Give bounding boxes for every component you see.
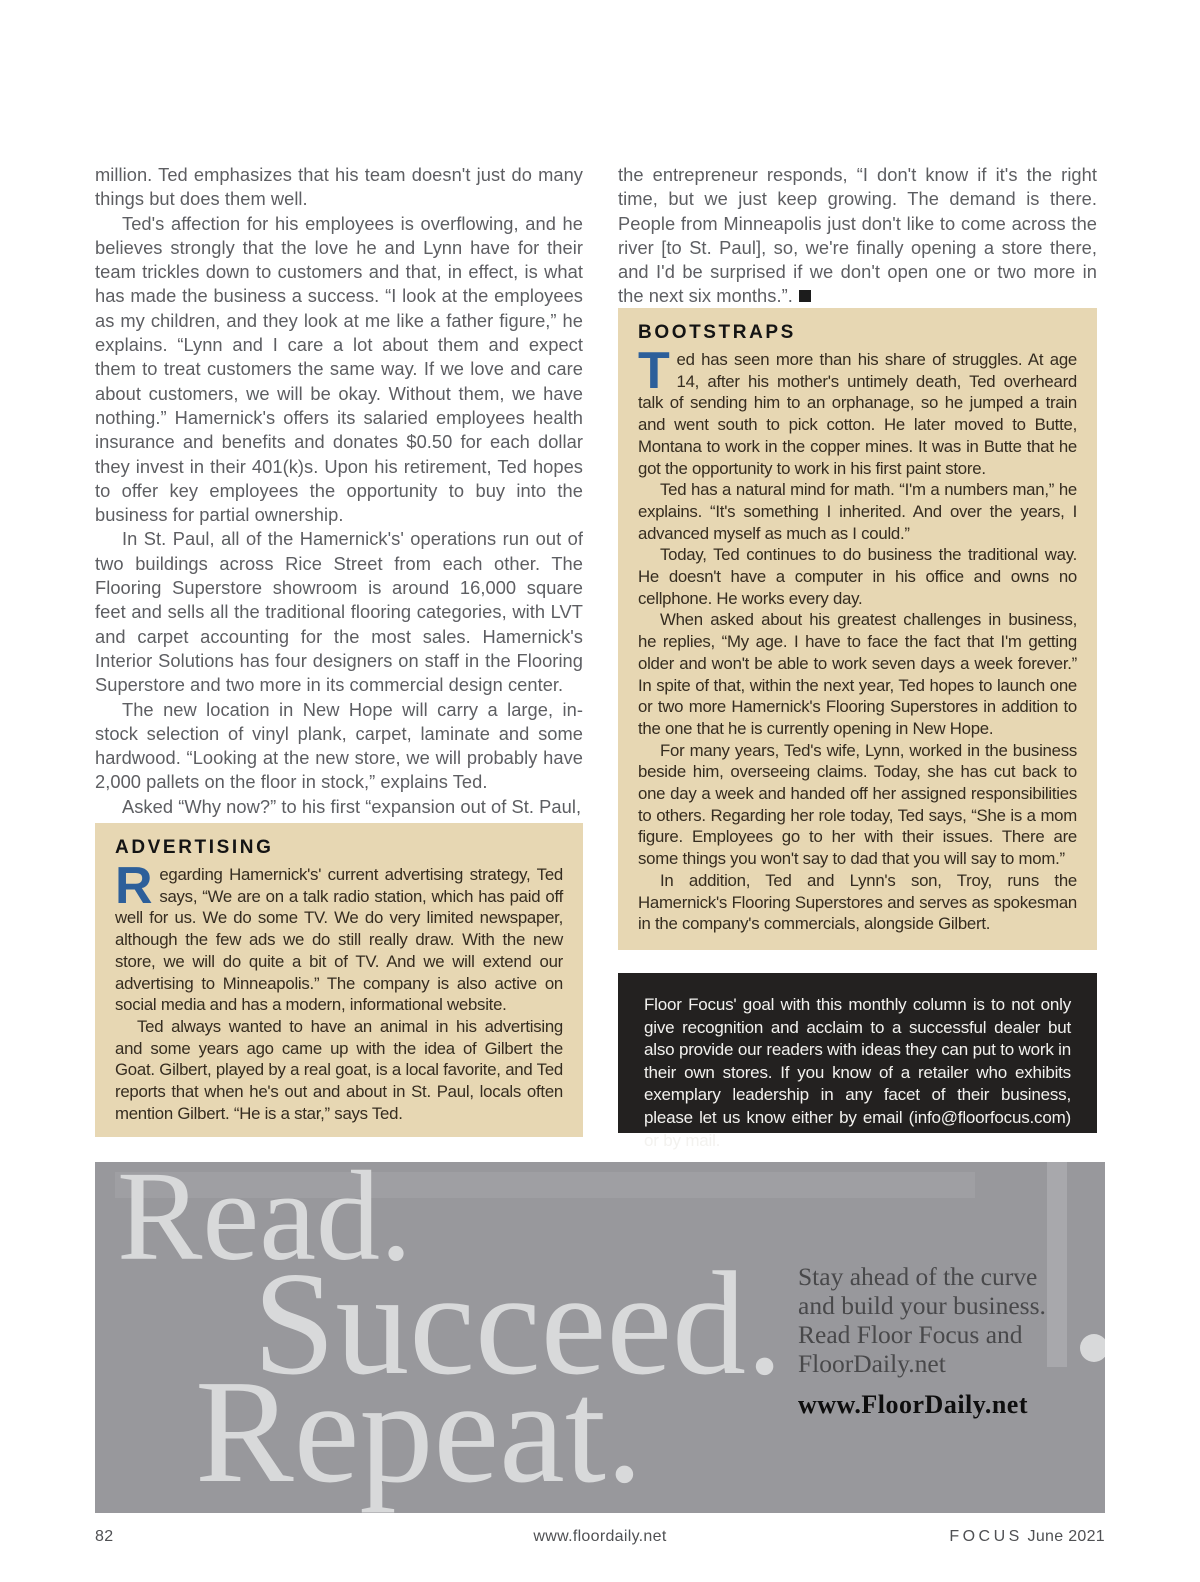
- ad-word-succeed: Succeed.: [253, 1242, 784, 1406]
- article-paragraph: [618, 163, 1097, 309]
- bootstraps-text: ed has seen more than his share of struggles. At age 14, after his mother's untimely death, Ted overheard talk of sending him to an orphanage, so he jumped a train and went south to pick cotton. He later moved to Butte, Montana to work in the copper mines. It was in Butte that he got the opportunity to work in his first paint store.: [638, 350, 1077, 478]
- article-paragraph: Ted's affection for his employees is overflowing, and he believes strongly that the love he and Lynn have for their team trickles down to customers and that, in effect, is what has made the business a success. “I look at the employees as my children, and they look at me like a father figure,” he explains. “Lynn and I care a lot about them and expect them to treat customers the same way. If we love and care about customers, we will be okay. Without them, we have nothing.” Hamernick's offers its salaried employees health insurance and benefits and donates $0.50 for each dollar they invest in their 401(k)s. Upon his retirement, Ted hopes to offer key employees the opportunity to buy into the business for partial ownership.: [95, 212, 583, 526]
- article-lead-text: the entrepreneur responds, “I don't know if it's the right time, but we just keep growing. The demand is there. People from Minneapolis just don't like to come across the river [to St. Paul], so, we're finally opening a store there, and I'd be surprised if we don't open one or two more in the next six months.”.: [618, 164, 1097, 307]
- editor-note-text: Floor Focus' goal with this monthly column is to not only give recognition and acclaim to a successful dealer but also provide our readers with ideas they can put to work in their own stores. If you know of a retailer who exhibits exemplary leadership in any facet of their business, please let us know either by email (info@floorfocus.com) or by mail.: [644, 995, 1071, 1150]
- ad-word-repeat: Repeat.: [195, 1350, 643, 1513]
- ad-tagline-line: Stay ahead of the curve: [798, 1262, 1038, 1291]
- drop-cap-r: R: [115, 857, 153, 915]
- ad-tagline-line: FloorDaily.net: [798, 1349, 946, 1378]
- ad-decor-bar: [1047, 1162, 1067, 1367]
- bootstraps-paragraph: In addition, Ted and Lynn's son, Troy, runs the Hamernick's Flooring Superstores and serves as spokesman in the company's commercials, alongside Gilbert.: [638, 870, 1077, 934]
- bootstraps-paragraph: Ted has a natural mind for math. “I'm a numbers man,” he explains. “It's something I inherited. And over the years, I advanced myself as much as I could.”: [638, 480, 1077, 543]
- ad-tagline-line: Read Floor Focus and: [798, 1320, 1023, 1349]
- ad-tagline-line: and build your business.: [798, 1291, 1046, 1320]
- drop-cap-t: T: [638, 342, 670, 400]
- article-right-column: [618, 163, 1097, 309]
- bootstraps-paragraph: Today, Ted continues to do business the traditional way. He doesn't have a computer in his office and owns no cellphone. He works every day.: [638, 545, 1077, 608]
- footer-url: www.floordaily.net: [533, 1528, 667, 1545]
- advertising-text: egarding Hamernick's' current advertising strategy, Ted says, “We are on a talk radio station, which has paid off well for us. We do some TV. We do very limited newspaper, although the few ads we do still really draw. With the new store, we will do quite a bit of TV. And we will extend our advertising to Minneapolis.” The company is also active on social media and has a modern, informational website.: [115, 865, 563, 1015]
- bootstraps-paragraph: When asked about his greatest challenges in business, he replies, “My age. I have to face the fact that I'm getting older and won't be able to work seven days a week forever.” In spite of that, within the next year, Ted hopes to launch one or two more Hamernick's Flooring Superstores in addition to the one that he is currently opening in New Hope.: [638, 610, 1077, 738]
- advertising-heading: ADVERTISING: [115, 837, 274, 858]
- article-paragraph: In St. Paul, all of the Hamernick's' operations run out of two buildings across Rice Street from each other. The Flooring Superstore showroom is around 16,000 square feet and sells all the traditional flooring categories, with LVT and carpet accounting for the most sales. Hamernick's Interior Solutions has four designers on staff in the Flooring Superstore and two more in its commercial design center.: [95, 528, 583, 696]
- footer-magazine-name: FOCUS: [949, 1528, 1023, 1545]
- ad-decor-period: [1080, 1334, 1105, 1362]
- article-left-column: [95, 163, 583, 819]
- article-paragraph: million. Ted emphasizes that his team doesn't just do many things but does them well.: [95, 164, 583, 210]
- ad-tagline: [798, 1262, 1046, 1378]
- page-footer: [95, 1528, 1105, 1546]
- ad-word-read: Read.: [117, 1162, 412, 1287]
- advertising-sidebar: [95, 823, 583, 1137]
- bootstraps-heading: BOOTSTRAPS: [638, 322, 796, 343]
- footer-issue-date: June 2021: [1022, 1528, 1105, 1545]
- article-paragraph: The new location in New Hope will carry a large, in-stock selection of vinyl plank, carpet, laminate and some hardwood. “Looking at the new store, we will probably have 2,000 pallets on the floor in stock,” explains Ted.: [95, 698, 583, 793]
- bootstraps-paragraph: For many years, Ted's wife, Lynn, worked in the business beside him, overseeing claims. Today, she has cut back to one day a week and handed off her assigned responsibilities to others. Regarding her role today, Ted says, “She is a mom figure. Employees go to her with their issues. There are some things you won't say to dad that you will say to mom.”: [638, 740, 1077, 869]
- advertising-paragraph: [115, 857, 563, 1016]
- advertising-paragraph: Ted always wanted to have an animal in his advertising and some years ago came up with the idea of Gilbert the Goat. Gilbert, played by a real goat, is a local favorite, and Ted reports that when he's out and about in St. Paul, locals often mention Gilbert. “He is a star,” says Ted.: [115, 1016, 563, 1123]
- bootstraps-paragraph: [638, 342, 1077, 479]
- article-paragraph: Asked “Why now?” to his first “expansion out of St. Paul,: [122, 795, 582, 817]
- editor-note-box: [618, 973, 1097, 1150]
- page-number: 82: [95, 1528, 114, 1545]
- floordaily-advertisement: [95, 1162, 1105, 1513]
- ad-url: www.FloorDaily.net: [798, 1390, 1028, 1419]
- bootstraps-sidebar: [618, 308, 1097, 950]
- end-of-article-marker: [799, 290, 811, 302]
